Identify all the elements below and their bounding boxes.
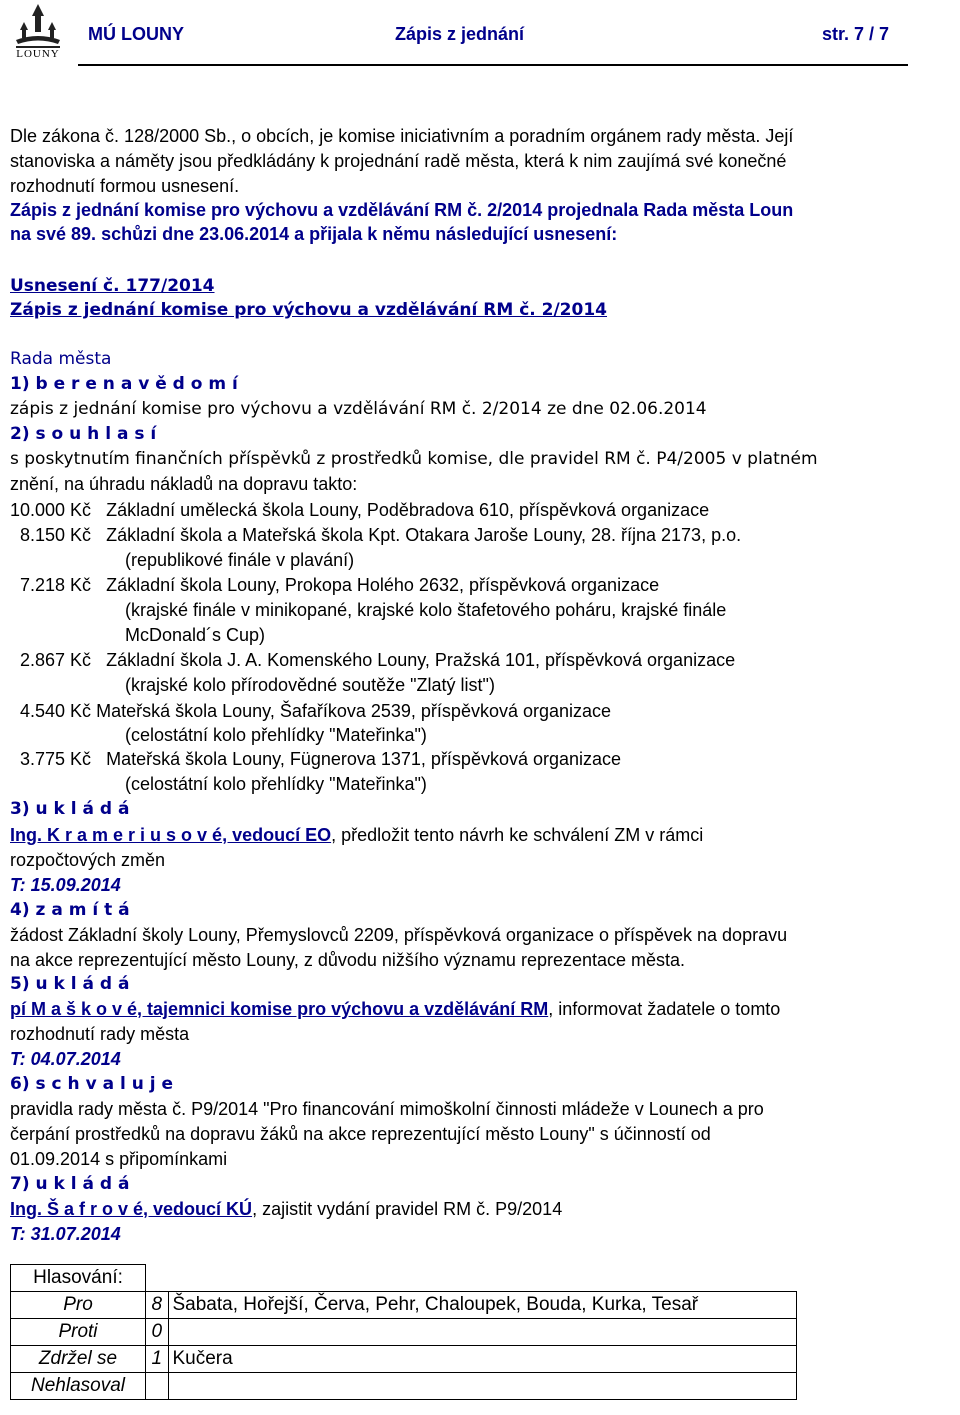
contribution-amount: 4.540 Kč — [20, 701, 92, 721]
contribution-item — [20, 748, 621, 770]
header-divider — [78, 64, 908, 66]
vote-row — [11, 1319, 797, 1346]
vote-option: Nehlasoval — [11, 1373, 146, 1400]
vote-members: Kučera — [168, 1346, 796, 1373]
header-page-number: str. 7 / 7 — [822, 24, 890, 44]
vote-label: Hlasování: — [11, 1265, 146, 1292]
point-label: 4) z a m í t á — [10, 900, 130, 920]
vote-count: 0 — [146, 1319, 169, 1346]
point-text-rest: , informovat žadatele o tomto — [548, 999, 781, 1019]
responsible-person: pí M a š k o v é, tajemnici komise pro výchovu a vzdělávání RM — [10, 999, 549, 1019]
point-text: čerpání prostředků na dopravu žáků na akce reprezentující město Louny" s účinností od — [10, 1124, 711, 1144]
point-text: žádost Základní školy Louny, Přemyslovců 2209, příspěvková organizace o příspěvek na dopravu — [10, 925, 788, 945]
contribution-note: (celostátní kolo přehlídky "Mateřinka") — [125, 774, 427, 794]
vote-row — [11, 1292, 797, 1319]
resolution-title: Zápis z jednání komise pro výchovu a vzdělávání RM č. 2/2014 — [10, 300, 608, 320]
point-label: 3) u k l á d á — [10, 799, 130, 819]
header-title: Zápis z jednání — [395, 24, 525, 44]
contribution-recipient: Základní škola a Mateřská škola Kpt. Otakara Jaroše Louny, 28. října 2173, p.o. — [106, 525, 742, 545]
point-text-rest: , zajistit vydání pravidel RM č. P9/2014 — [252, 1199, 563, 1219]
vote-count — [146, 1373, 169, 1400]
vote-count: 1 — [146, 1346, 169, 1373]
deadline: T: 15.09.2014 — [10, 875, 121, 895]
vote-row — [11, 1346, 797, 1373]
vote-members: Šabata, Hořejší, Červa, Pehr, Chaloupek, Bouda, Kurka, Tesař — [168, 1292, 796, 1319]
vote-members — [168, 1373, 796, 1400]
contribution-item — [20, 524, 741, 546]
deadline: T: 31.07.2014 — [10, 1224, 121, 1244]
vote-members — [168, 1319, 796, 1346]
point-text: 01.09.2014 s připomínkami — [10, 1149, 228, 1169]
point-text — [10, 824, 956, 846]
vote-header-row — [11, 1265, 797, 1292]
point-text: zápis z jednání komise pro výchovu a vzdělávání RM č. 2/2014 ze dne 02.06.2014 — [10, 399, 707, 419]
contribution-item — [20, 574, 659, 596]
page-header — [0, 0, 960, 70]
point-label: 6) s c h v a l u j e — [10, 1074, 174, 1094]
intro-line: stanoviska a náměty jsou předkládány k projednání radě města, která k nim zaujímá své konečné — [10, 151, 787, 171]
responsible-person: Ing. K r a m e r i u s o v é, vedoucí EO — [10, 825, 332, 845]
point-label: 1) b e r e n a v ě d o m í — [10, 374, 238, 394]
contribution-amount: 8.150 Kč — [20, 525, 92, 545]
vote-row — [11, 1373, 797, 1400]
intro-line: rozhodnutí formou usnesení. — [10, 176, 240, 196]
point-text — [10, 998, 780, 1020]
contribution-note: (krajské finále v minikopané, krajské kolo štafetového poháru, krajské finále — [125, 600, 727, 620]
intro-bold-line: na své 89. schůzi dne 23.06.2014 a přijala k němu následující usnesení: — [10, 224, 618, 244]
contribution-amount: 7.218 Kč — [20, 575, 92, 595]
contribution-item — [20, 700, 611, 722]
contribution-item — [10, 499, 709, 521]
point-text: s poskytnutím finančních příspěvků z prostředků komise, dle pravidel RM č. P4/2005 v platném — [10, 449, 818, 469]
deadline: T: 04.07.2014 — [10, 1049, 121, 1069]
contribution-note: (republikové finále v plavání) — [125, 550, 355, 570]
vote-count: 8 — [146, 1292, 169, 1319]
vote-option: Pro — [11, 1292, 146, 1319]
contribution-recipient: Mateřská škola Louny, Fügnerova 1371, příspěvková organizace — [106, 749, 622, 769]
contribution-item — [20, 649, 735, 671]
point-label: 5) u k l á d á — [10, 974, 130, 994]
contribution-amount: 2.867 Kč — [20, 650, 92, 670]
intro-bold-line: Zápis z jednání komise pro výchovu a vzdělávání RM č. 2/2014 projednala Rada města Loun — [10, 200, 794, 220]
point-label: 7) u k l á d á — [10, 1174, 130, 1194]
logo-text: LOUNY — [16, 48, 60, 60]
responsible-person: Ing. Š a f r o v é, vedoucí KÚ — [10, 1199, 253, 1219]
vote-option: Proti — [11, 1319, 146, 1346]
contribution-note: (krajské kolo přírodovědné soutěže "Zlatý list") — [125, 675, 495, 695]
contribution-amount: 10.000 Kč — [10, 500, 92, 520]
contribution-recipient: Základní škola J. A. Komenského Louny, Pražská 101, příspěvková organizace — [106, 650, 736, 670]
vote-table — [10, 1264, 797, 1400]
contribution-note: (celostátní kolo přehlídky "Mateřinka") — [125, 725, 427, 745]
point-text: na akce reprezentující město Louny, z důvodu nižšího významu reprezentace města. — [10, 950, 686, 970]
contribution-note: McDonald´s Cup) — [125, 625, 266, 645]
vote-option: Zdržel se — [11, 1346, 146, 1373]
vote-empty-cell — [146, 1265, 169, 1292]
contribution-amount: 3.775 Kč — [20, 749, 92, 769]
point-text — [10, 1198, 562, 1220]
contribution-recipient: Základní škola Louny, Prokopa Holého 2632, příspěvková organizace — [106, 575, 660, 595]
resolution-number: Usnesení č. 177/2014 — [10, 276, 215, 296]
vote-empty-cell — [168, 1265, 796, 1292]
contribution-recipient: Mateřská škola Louny, Šafaříkova 2539, příspěvková organizace — [96, 701, 612, 721]
point-text: rozpočtových změn — [10, 850, 166, 870]
point-text: pravidla rady města č. P9/2014 "Pro financování mimoškolní činnosti mládeže v Lounech a pro — [10, 1099, 764, 1119]
intro-line: Dle zákona č. 128/2000 Sb., o obcích, je komise iniciativním a poradním orgánem rady města. Její — [10, 126, 794, 146]
point-label: 2) s o u h l a s í — [10, 424, 157, 444]
resolution-body: Rada města — [10, 349, 112, 369]
point-text-rest: , předložit tento návrh ke schválení ZM v rámci — [331, 825, 704, 845]
point-text: rozhodnutí rady města — [10, 1024, 190, 1044]
header-org: MÚ LOUNY — [88, 24, 184, 44]
contribution-recipient: Základní umělecká škola Louny, Poděbradova 610, příspěvková organizace — [106, 500, 710, 520]
point-text: znění, na úhradu nákladů na dopravu takto: — [10, 474, 358, 494]
